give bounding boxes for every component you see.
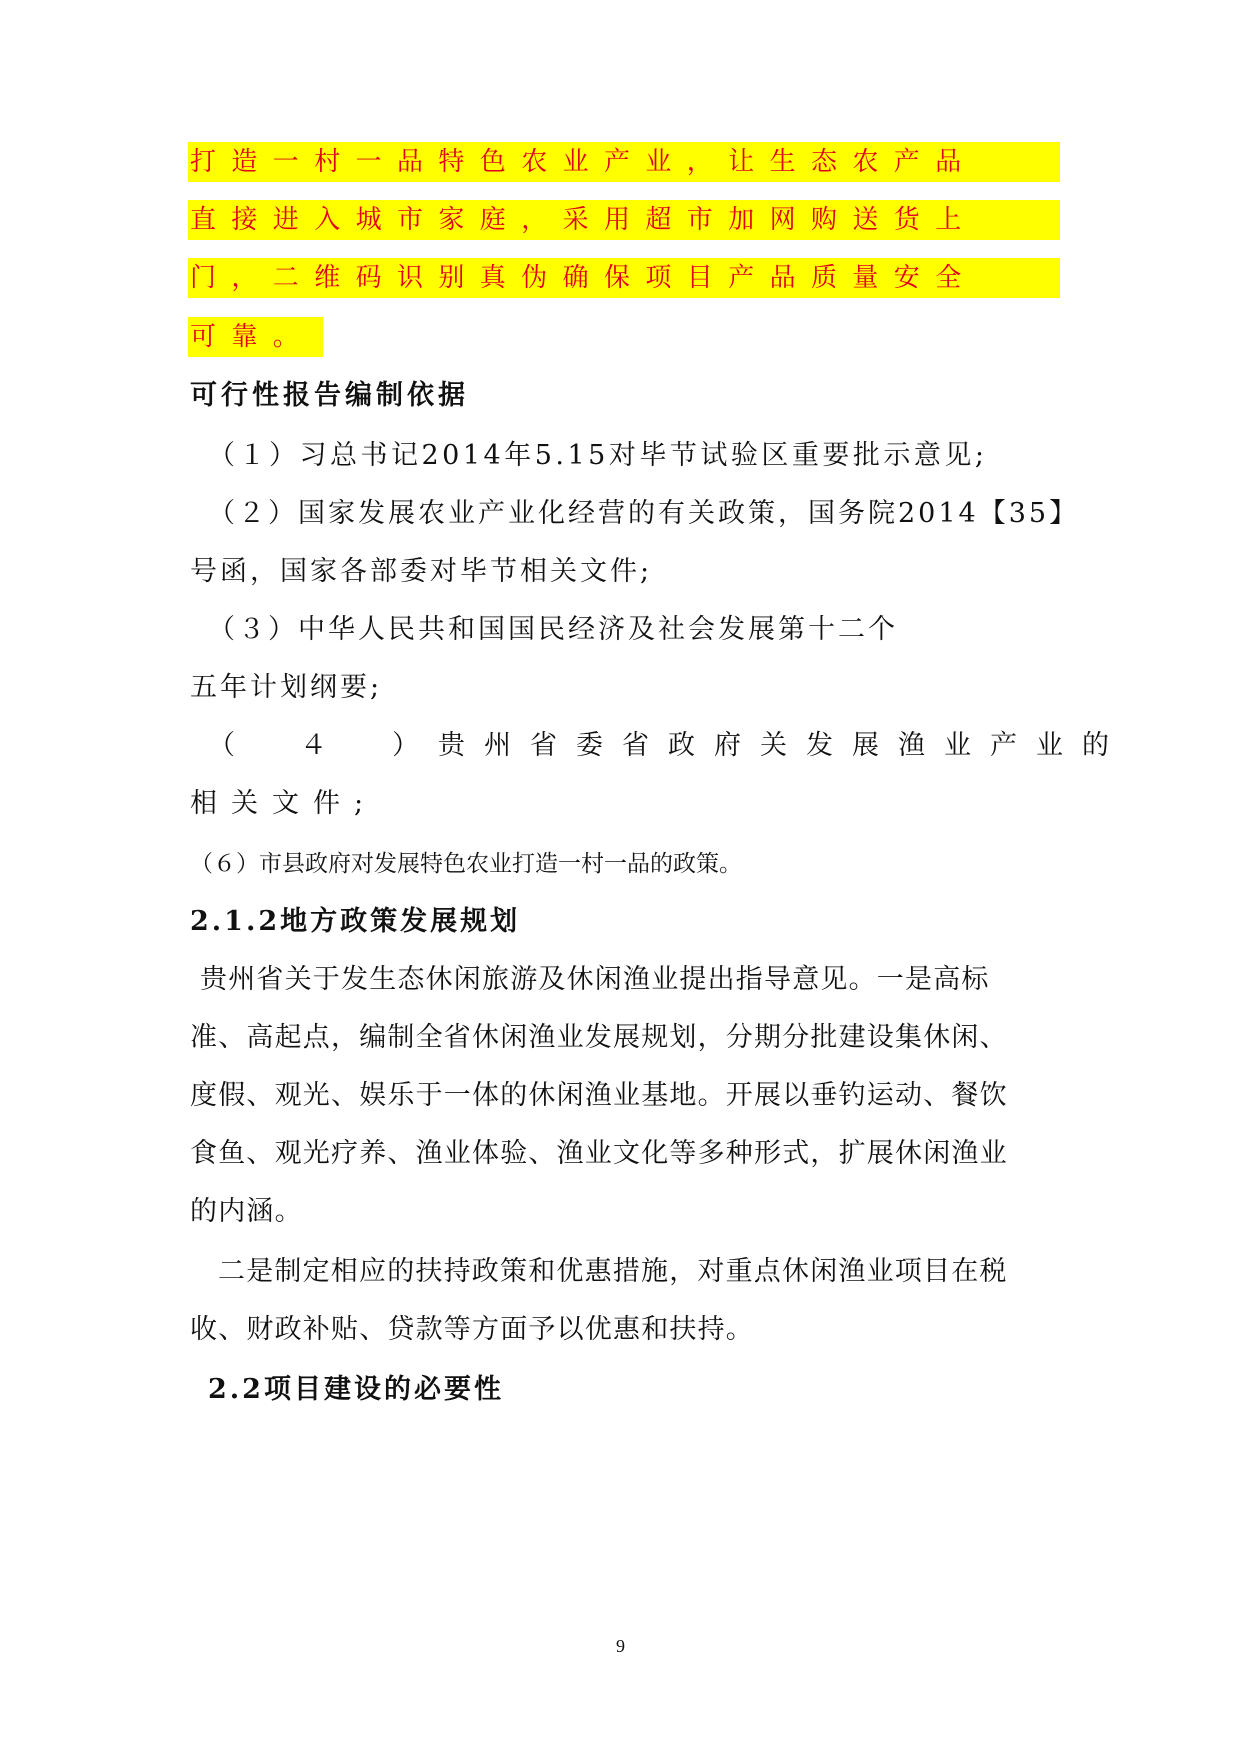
page-number: 9 [616,1636,625,1656]
basis-item: （２）国家发展农业产业化经营的有关政策，国务院2014【35】 [208,498,1080,529]
section-heading-basis: 可行性报告编制依据 [190,380,469,411]
highlight-line: 直接进入城市家庭，采用超市加网购送货上 [190,205,977,235]
paragraph-line: 贵州省关于发生态休闲旅游及休闲渔业提出指导意见。一是高标 [200,964,990,995]
basis-item: 五年计划纲要; [190,672,383,703]
paragraph-line: 的内涵。 [190,1196,303,1227]
basis-item: （１）习总书记2014年5.15对毕节试验区重要批示意见; [208,440,988,471]
basis-item: （３）中华人民共和国国民经济及社会发展第十二个 [208,614,898,645]
paragraph-line: 准、高起点，编制全省休闲渔业发展规划，分期分批建设集休闲、 [190,1022,1008,1053]
basis-item: （６）市县政府对发展特色农业打造一村一品的政策。 [190,851,742,877]
highlight-line: 门，二维码识别真伪确保项目产品质量安全 [190,263,977,293]
basis-item: 号函，国家各部委对毕节相关文件; [190,556,653,587]
paragraph-line: 二是制定相应的扶持政策和优惠措施，对重点休闲渔业项目在税 [218,1256,1008,1287]
basis-item: （ ４ ）贵州省委省政府关发展渔业产业的 [208,730,1128,761]
highlight-line: 打造一村一品特色农业产业，让生态农产品 [190,147,977,177]
section-heading-necessity: 2.2项目建设的必要性 [208,1374,504,1405]
paragraph-line: 收、财政补贴、贷款等方面予以优惠和扶持。 [190,1314,754,1345]
paragraph-line: 度假、观光、娱乐于一体的休闲渔业基地。开展以垂钓运动、餐饮 [190,1080,1008,1111]
section-heading-local-policy: 2.1.2地方政策发展规划 [190,906,521,937]
paragraph-line: 食鱼、观光疗养、渔业体验、渔业文化等多种形式，扩展休闲渔业 [190,1138,1008,1169]
basis-item: 相关文件; [190,788,378,819]
highlight-line: 可靠。 [190,322,315,352]
